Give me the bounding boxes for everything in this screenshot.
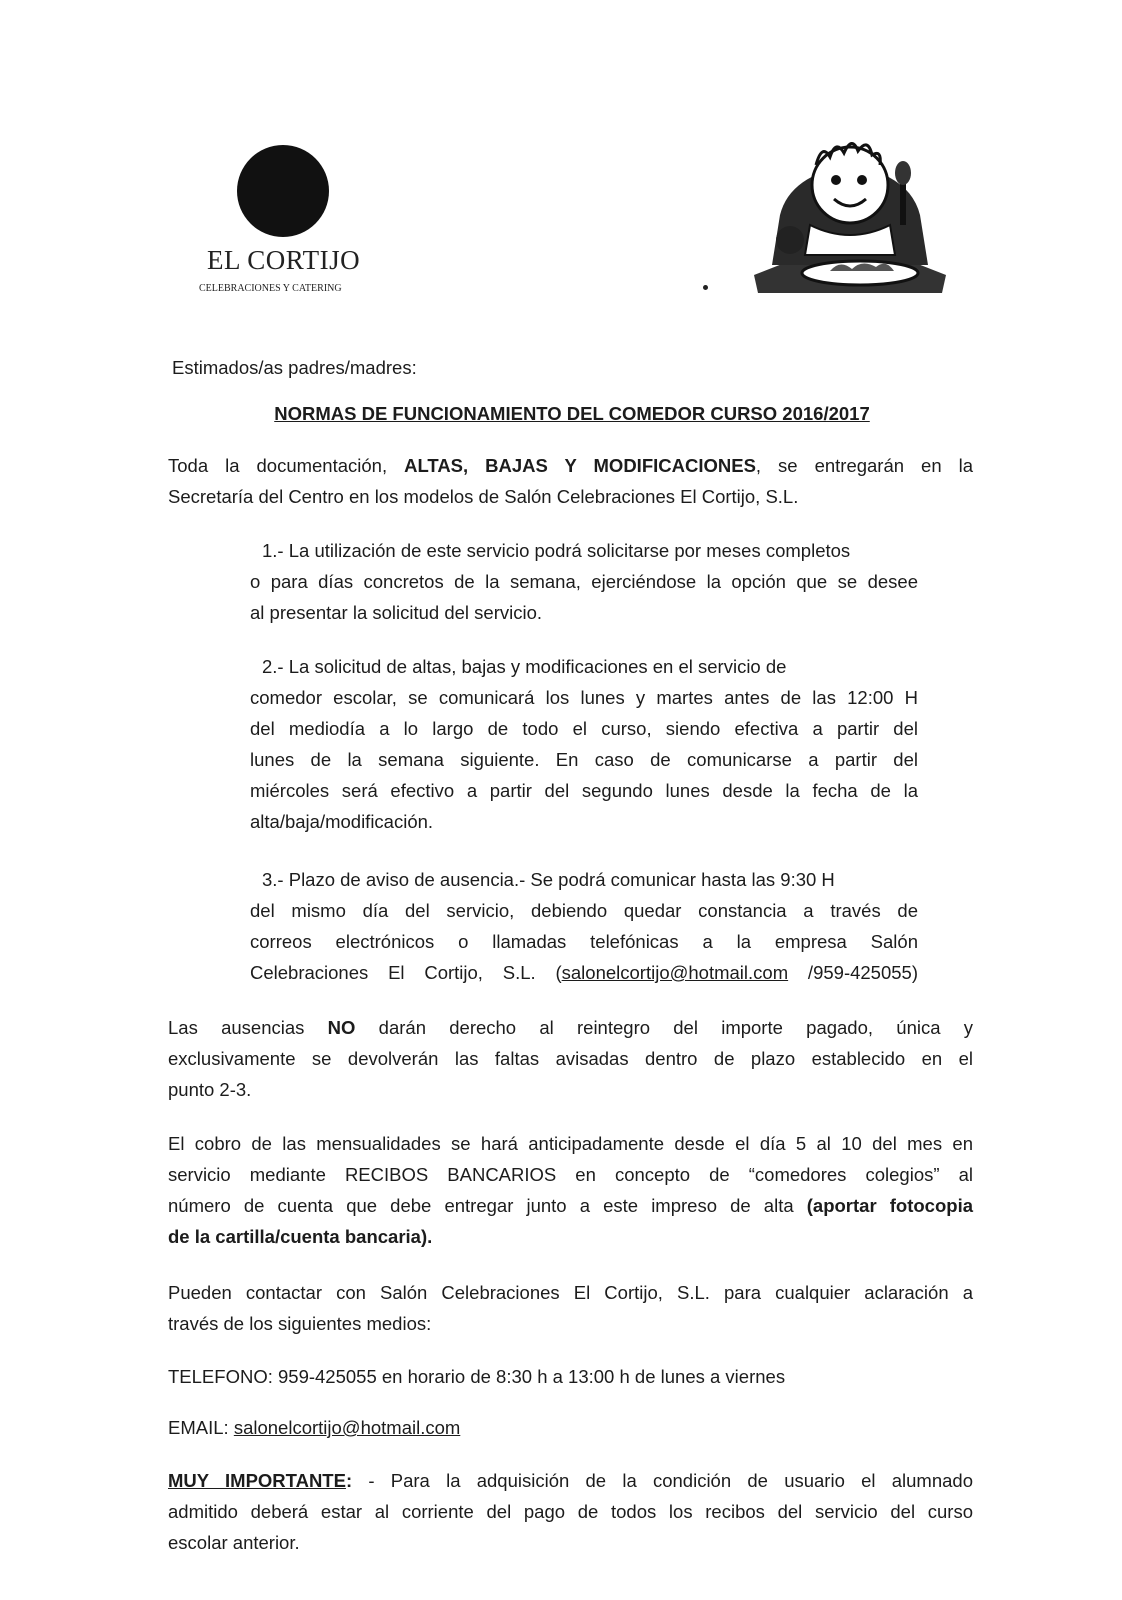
company-email-link[interactable]: salonelcortijo@hotmail.com <box>561 962 789 983</box>
rule-2-line-2: comedor escolar, se comunicará los lunes y martes antes de las 12:00 H <box>250 687 918 708</box>
phone-line: TELEFONO: 959-425055 en horario de 8:30 h a 13:00 h de lunes a viernes <box>168 1366 786 1387</box>
rule-item-2 <box>250 651 918 837</box>
intro-line-1: Toda la documentación, ALTAS, BAJAS Y MODIFICACIONES, se entregarán en la <box>168 455 974 476</box>
intro-paragraph <box>168 450 973 512</box>
rule-3-line-4: Celebraciones El Cortijo, S.L. (salonelcortijo@hotmail.com /959-425055) <box>250 962 918 983</box>
billing-line-3: número de cuenta que debe entregar junto a este impreso de alta (aportar fotocopia <box>168 1195 974 1216</box>
rule-item-3 <box>250 864 918 988</box>
rule-3-line-1: 3.- Plazo de aviso de ausencia.- Se podrá comunicar hasta las 9:30 H <box>262 869 835 890</box>
billing-line-1: El cobro de las mensualidades se hará anticipadamente desde el día 5 al 10 del mes en <box>168 1133 973 1154</box>
rule-3-line-3: correos electrónicos o llamadas telefónicas a la empresa Salón <box>250 931 918 952</box>
rule-1-line-2: o para días concretos de la semana, ejerciéndose la opción que se desee <box>250 571 918 592</box>
logo-name: EL CORTIJO <box>207 245 361 275</box>
absences-line-3: punto 2-3. <box>168 1079 252 1100</box>
rule-2-line-4: lunes de la semana siguiente. En caso de comunicarse a partir del <box>250 749 918 770</box>
child-eating-illustration <box>750 125 950 300</box>
rule-2-line-1: 2.- La solicitud de altas, bajas y modificaciones en el servicio de <box>262 656 787 677</box>
logo-circle <box>237 145 329 237</box>
absences-line-2: exclusivamente se devolverán las faltas avisadas dentro de plazo establecido en el <box>168 1048 973 1069</box>
email-line <box>168 1412 973 1443</box>
important-line-1: MUY IMPORTANTE: - Para la adquisición de la condición de usuario el alumnado <box>168 1470 973 1491</box>
rule-2-line-6: alta/baja/modificación. <box>250 811 434 832</box>
absences-line-1: Las ausencias NO darán derecho al reintegro del importe pagado, única y <box>168 1017 974 1038</box>
contact-line-2: través de los siguientes medios: <box>168 1313 432 1334</box>
email-label: EMAIL: <box>168 1417 234 1438</box>
important-line-3: escolar anterior. <box>168 1532 300 1553</box>
absences-paragraph <box>168 1012 973 1105</box>
greeting: Estimados/as padres/madres: <box>172 357 417 378</box>
intro-line-2: Secretaría del Centro en los modelos de Salón Celebraciones El Cortijo, S.L. <box>168 486 799 507</box>
speck <box>703 285 708 290</box>
billing-paragraph <box>168 1128 973 1252</box>
logo-subtitle: CELEBRACIONES Y CATERING <box>199 283 342 294</box>
rule-2-line-5: miércoles será efectivo a partir del segundo lunes desde la fecha de la <box>250 780 918 801</box>
billing-line-4: de la cartilla/cuenta bancaria). <box>168 1226 433 1247</box>
rule-2-line-3: del mediodía a lo largo de todo el curso, siendo efectiva a partir del <box>250 718 918 739</box>
contact-paragraph <box>168 1277 973 1339</box>
email-link[interactable]: salonelcortijo@hotmail.com <box>233 1417 461 1438</box>
contact-line-1: Pueden contactar con Salón Celebraciones El Cortijo, S.L. para cualquier aclaración a <box>168 1282 973 1303</box>
rule-1-line-3: al presentar la solicitud del servicio. <box>250 602 543 623</box>
rule-item-1 <box>250 535 918 628</box>
document-title: NORMAS DE FUNCIONAMIENTO DEL COMEDOR CURSO 2016/2017 <box>274 403 870 424</box>
rule-1-line-1: 1.- La utilización de este servicio podrá solicitarse por meses completos <box>262 540 851 561</box>
billing-line-2: servicio mediante RECIBOS BANCARIOS en concepto de “comedores colegios” al <box>168 1164 973 1185</box>
important-paragraph <box>168 1465 973 1558</box>
rule-3-line-2: del mismo día del servicio, debiendo quedar constancia a través de <box>250 900 918 921</box>
important-line-2: admitido deberá estar al corriente del pago de todos los recibos del servicio del curso <box>168 1501 973 1522</box>
